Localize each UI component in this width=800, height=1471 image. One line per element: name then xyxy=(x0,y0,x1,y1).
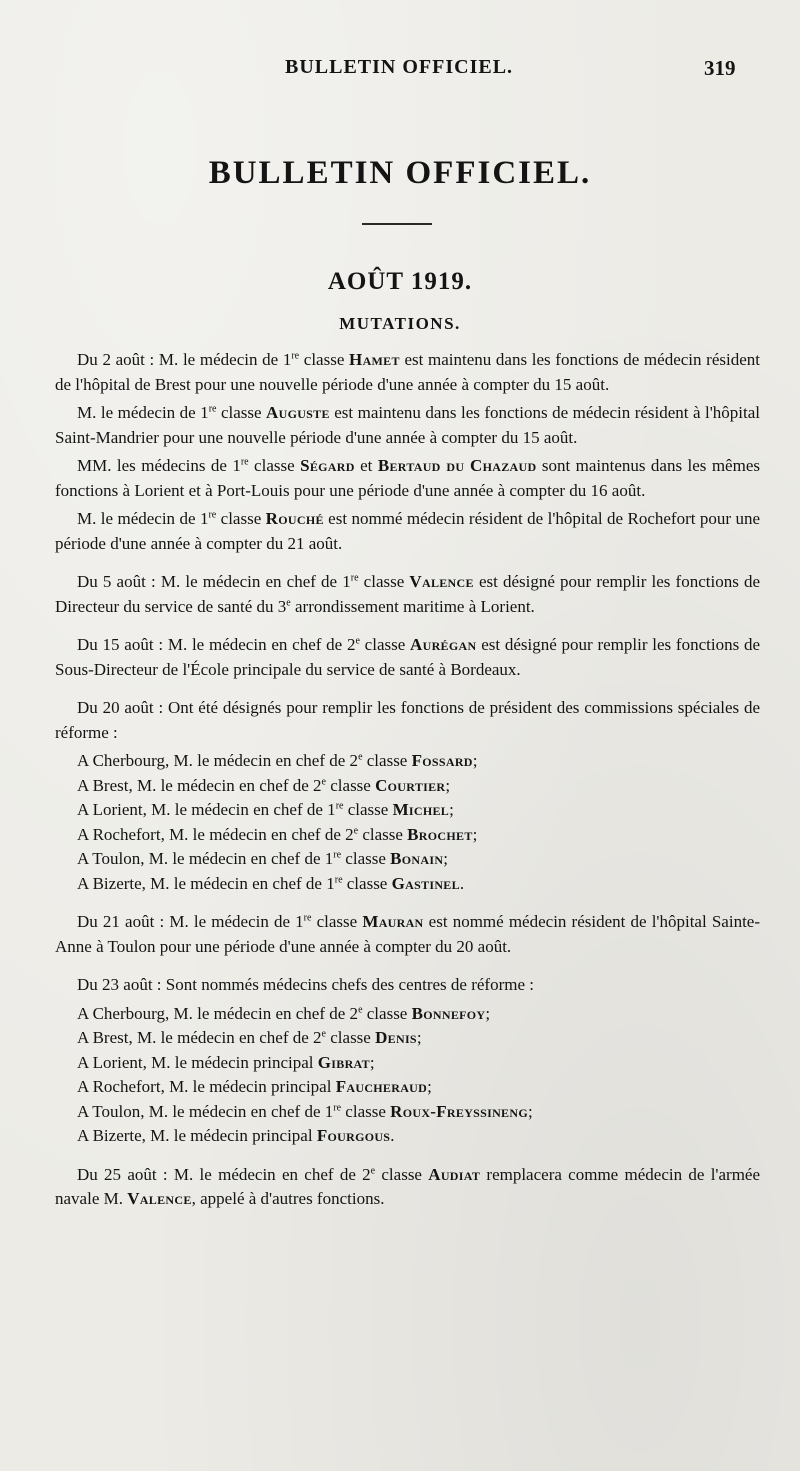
text-run: classe xyxy=(311,912,363,931)
person-name: Courtier xyxy=(375,775,446,795)
text-run: A Bizerte, M. le médecin principal xyxy=(77,1126,317,1145)
text-run: Du 5 août : M. le médecin en chef de 1 xyxy=(77,572,351,591)
reform-centers-list xyxy=(55,1002,760,1149)
text-run: classe xyxy=(216,403,267,422)
superscript: re xyxy=(291,350,300,362)
text-run: est maintenu dans les fonctions de médecin résident à l'hôpital Saint-Mandrier pour une nouvelle période d'une année à compter du 15 août. xyxy=(55,403,761,447)
text-run: A Brest, M. le médecin en chef de 2 xyxy=(77,1028,322,1047)
superscript: e xyxy=(286,596,291,608)
text-run: est nommé médecin résident de l'hôpital Sainte-Anne à Toulon pour une période d'une année à compter du 20 août. xyxy=(55,912,761,956)
list-item xyxy=(55,847,760,872)
text-run: Du 25 août : M. le médecin en chef de 2 xyxy=(77,1164,371,1184)
person-name: Bertaud du Chazaud xyxy=(377,456,537,475)
text-run: M. le médecin de 1 xyxy=(77,509,209,528)
text-run: A Lorient, M. le médecin en chef de 1 xyxy=(77,800,336,819)
page-title: BULLETIN OFFICIEL. xyxy=(208,155,592,191)
superscript: e xyxy=(370,1164,376,1176)
person-name: Denis xyxy=(375,1028,417,1047)
text-run: A Brest, M. le médecin en chef de 2 xyxy=(77,775,322,795)
person-name: Ségard xyxy=(300,456,355,475)
list-item xyxy=(55,1075,760,1100)
text-run: Du 21 août : M. le médecin de 1 xyxy=(77,912,304,931)
person-name: Audiat xyxy=(428,1164,481,1184)
person-name: Bonnefoy xyxy=(411,1003,486,1023)
person-name: Mauran xyxy=(362,912,424,931)
list-item xyxy=(55,1124,760,1149)
text-run: A Rochefort, M. le médecin principal xyxy=(77,1077,336,1096)
text-run: A Cherbourg, M. le médecin en chef de 2 xyxy=(77,1003,359,1023)
text-run: . xyxy=(459,873,465,893)
paragraph-auguste xyxy=(55,401,760,450)
list-item xyxy=(55,749,760,774)
person-name: Michel xyxy=(392,800,450,819)
text-run: ; xyxy=(427,1077,432,1096)
person-name: Valence xyxy=(127,1189,192,1208)
text-run: ; xyxy=(485,1003,491,1023)
text-run: est désigné pour remplir les fonctions de Sous-Directeur de l'École principale du service de santé à Bordeaux. xyxy=(55,635,760,679)
text-run: et xyxy=(354,456,378,475)
person-name: Gastinel xyxy=(391,873,460,893)
superscript: e xyxy=(353,824,359,836)
title-rule xyxy=(362,223,432,225)
text-run: ; xyxy=(369,1052,375,1072)
text-run: ; xyxy=(472,824,478,844)
text-run: classe xyxy=(326,775,376,795)
text-run: ; xyxy=(449,800,454,819)
text-run: classe xyxy=(216,509,266,528)
section-heading: MUTATIONS. xyxy=(339,314,461,333)
text-run: classe xyxy=(358,824,408,844)
paragraph-du-21-aout-mauran xyxy=(55,910,760,959)
person-name: Auguste xyxy=(266,403,330,422)
superscript: re xyxy=(333,1101,342,1113)
paragraph-du-15-aout-auregan xyxy=(55,633,760,682)
person-name: Brochet xyxy=(407,824,473,844)
superscript: e xyxy=(358,751,363,763)
document-body xyxy=(55,348,760,1216)
text-run: A Cherbourg, M. le médecin en chef de 2 xyxy=(77,751,359,770)
superscript: re xyxy=(334,873,343,885)
list-item xyxy=(55,823,760,848)
date-heading: AOÛT 1919. xyxy=(327,268,473,295)
text-run: remplacera comme médecin de l'armée navale M. xyxy=(55,1164,761,1208)
text-run: est désigné pour remplir les fonctions de Directeur du service de santé du 3 xyxy=(55,572,760,616)
text-run: Du 2 août : M. le médecin de 1 xyxy=(77,350,292,369)
text-run: classe xyxy=(341,849,391,868)
list-item xyxy=(55,1026,760,1051)
list-item xyxy=(55,1051,760,1076)
text-run: est maintenu dans les fonctions de médecin résident de l'hôpital de Brest pour une nouvelle période d'une année à compter du 15 août. xyxy=(55,350,760,394)
paragraph-du-20-aout: Du 20 août : Ont été désignés pour remplir les fonctions de président des commissions spéciales de réforme : xyxy=(55,698,760,742)
paragraph-du-25-aout-audiat xyxy=(55,1163,760,1212)
text-run: classe xyxy=(341,1101,391,1121)
person-name: Fourgous xyxy=(316,1126,391,1145)
text-run: classe xyxy=(358,572,410,591)
text-run: Du 15 août : M. le médecin en chef de 2 xyxy=(77,635,356,654)
text-run: arrondissement maritime à Lorient. xyxy=(290,596,535,616)
superscript: e xyxy=(321,775,326,787)
text-run: A Bizerte, M. le médecin en chef de 1 xyxy=(77,873,335,893)
superscript: re xyxy=(208,509,217,521)
text-run: MM. les médecins de 1 xyxy=(77,456,241,475)
text-run: ; xyxy=(445,775,451,795)
list-item xyxy=(55,1100,760,1125)
person-name: Fossard xyxy=(411,751,473,770)
text-run: ; xyxy=(443,849,449,868)
text-run: classe xyxy=(362,1003,412,1023)
text-run: classe xyxy=(248,456,301,475)
page-number: 319 xyxy=(704,56,736,80)
person-name: Aurégan xyxy=(410,635,477,654)
person-name: Valence xyxy=(409,572,474,591)
paragraph-du-5-aout-valence xyxy=(55,570,760,619)
text-run: est nommé médecin résident de l'hôpital de Rochefort pour une période d'une année à compter du 21 août. xyxy=(55,509,761,553)
text-run: classe xyxy=(342,873,392,893)
superscript: re xyxy=(335,800,344,812)
superscript: e xyxy=(321,1028,326,1040)
paragraph-segard-bertaud xyxy=(55,454,760,503)
list-item xyxy=(55,1002,760,1027)
paragraph-du-2-aout-hamet xyxy=(55,348,760,397)
superscript: re xyxy=(333,849,342,861)
text-run: , appelé à d'autres fonctions. xyxy=(191,1189,385,1208)
text-run: classe xyxy=(299,350,350,369)
text-run: classe xyxy=(359,635,411,654)
list-item xyxy=(55,774,760,799)
person-name: Faucheraud xyxy=(335,1077,428,1096)
person-name: Gibrat xyxy=(317,1052,370,1072)
text-run: A Rochefort, M. le médecin en chef de 2 xyxy=(77,824,354,844)
text-run: sont maintenus dans les mêmes fonctions à Lorient et à Port-Louis pour une période d'une année à compter du 16 août. xyxy=(55,456,760,500)
superscript: re xyxy=(303,912,312,924)
text-run: M. le médecin de 1 xyxy=(77,403,209,422)
text-run: ; xyxy=(527,1101,533,1121)
text-run: . xyxy=(390,1126,395,1145)
running-head-title: BULLETIN OFFICIEL. xyxy=(285,56,514,78)
text-run: classe xyxy=(326,1028,376,1047)
text-run: classe xyxy=(362,751,412,770)
text-run: A Lorient, M. le médecin principal xyxy=(77,1052,318,1072)
person-name: Rouché xyxy=(265,509,324,528)
person-name: Roux-Freyssineng xyxy=(390,1101,528,1121)
text-run: classe xyxy=(375,1164,429,1184)
running-head xyxy=(0,56,800,86)
superscript: e xyxy=(358,1003,363,1015)
list-item xyxy=(55,872,760,897)
text-run: ; xyxy=(472,751,478,770)
superscript: re xyxy=(350,572,359,584)
paragraph-du-23-aout: Du 23 août : Sont nommés médecins chefs des centres de réforme : xyxy=(77,975,534,994)
list-item xyxy=(55,798,760,823)
paragraph-rouche xyxy=(55,507,760,556)
commissions-list xyxy=(55,749,760,896)
superscript: re xyxy=(208,403,217,415)
superscript: e xyxy=(355,635,360,647)
person-name: Bonain xyxy=(390,849,444,868)
text-run: ; xyxy=(416,1028,422,1047)
person-name: Hamet xyxy=(349,350,400,369)
superscript: re xyxy=(240,456,249,468)
text-run: A Toulon, M. le médecin en chef de 1 xyxy=(77,1101,334,1121)
text-run: A Toulon, M. le médecin en chef de 1 xyxy=(77,849,334,868)
text-run: classe xyxy=(343,800,393,819)
